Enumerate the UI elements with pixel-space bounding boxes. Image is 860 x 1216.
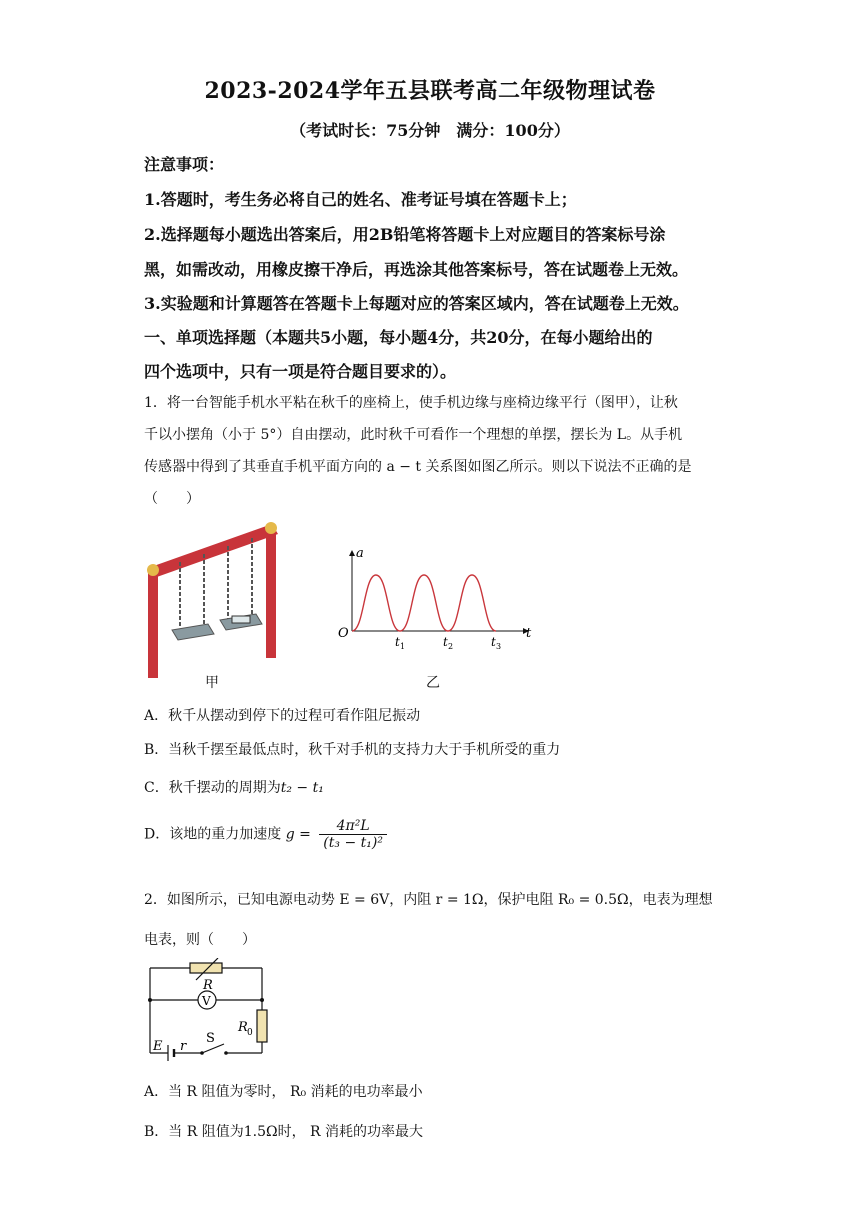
switch-label: S bbox=[206, 1031, 215, 1046]
r0-label: R bbox=[238, 1020, 248, 1035]
q1-option-c bbox=[144, 777, 724, 797]
fig-a-caption: 甲 bbox=[205, 675, 219, 691]
origin-label: O bbox=[338, 626, 349, 641]
y-axis-label: a bbox=[356, 546, 364, 561]
q1-text-1: 1．将一台智能手机水平粘在秋千的座椅上，使手机边缘与座椅边缘平行（图甲），让秋 bbox=[144, 395, 678, 411]
voltmeter-label: V bbox=[202, 994, 211, 1008]
q1-option-a: A．秋千从摆动到停下的过程可看作阻尼振动 bbox=[144, 708, 421, 724]
q2-option-a: A．当 R 阻值为零时， R₀ 消耗的电功率最小 bbox=[144, 1084, 423, 1100]
t2-label: t bbox=[443, 635, 448, 649]
page-title: 2023-2024学年五县联考高二年级物理试卷 bbox=[204, 78, 656, 104]
notice-item-2: 2.选择题每小题选出答案后，用2B铅笔将答题卡上对应题目的答案标号涂 bbox=[144, 225, 666, 244]
formula-numerator: 4π²L bbox=[319, 818, 387, 835]
notice-heading: 注意事项： bbox=[144, 155, 225, 174]
emf-label: E bbox=[153, 1039, 163, 1054]
q2-text-2: 电表，则（ ） bbox=[144, 932, 256, 948]
q1-option-d-lhs: g = bbox=[285, 826, 311, 843]
q1-text-4: （ ） bbox=[144, 491, 200, 507]
section-heading: 一、单项选择题（本题共5小题，每小题4分，共20分，在每小题给出的 bbox=[144, 328, 653, 347]
q1-option-c-label: C．秋千摆动的周期为 bbox=[144, 780, 281, 796]
q1-option-d-label: D．该地的重力加速度 bbox=[144, 826, 282, 843]
x-axis-label: t bbox=[526, 626, 532, 641]
internal-r-label: r bbox=[180, 1039, 187, 1054]
acceleration-curve bbox=[352, 575, 496, 631]
t3-label: t bbox=[491, 635, 496, 649]
fig-b-caption: 乙 bbox=[426, 675, 440, 691]
t1-label: t bbox=[395, 635, 400, 649]
gravity-formula bbox=[319, 818, 387, 851]
q1-option-b: B．当秋千摆至最低点时，秋千对手机的支持力大于手机所受的重力 bbox=[144, 742, 561, 758]
q2-option-b: B．当 R 阻值为1.5Ω时， R 消耗的功率最大 bbox=[144, 1124, 424, 1140]
notice-item-3: 3.实验题和计算题答在答题卡上每题对应的答案区域内，答在试题卷上无效。 bbox=[144, 294, 689, 313]
swing-figure bbox=[142, 520, 292, 680]
a-t-graph bbox=[330, 545, 540, 655]
t1-sub: 1 bbox=[400, 642, 406, 651]
t2-sub: 2 bbox=[448, 642, 454, 651]
notice-item-1: 1.答题时，考生务必将自己的姓名、准考证号填在答题卡上； bbox=[144, 190, 577, 209]
q2-text-1: 2．如图所示，已知电源电动势 E = 6V，内阻 r = 1Ω，保护电阻 R₀ = 0.5Ω，电表为理想 bbox=[144, 892, 713, 908]
q1-text-3: 传感器中得到了其垂直手机平面方向的 a − t 关系图如图乙所示。则以下说法不正确的是 bbox=[144, 459, 692, 475]
section-heading-cont: 四个选项中，只有一项是符合题目要求的）。 bbox=[144, 362, 457, 381]
notice-item-2-cont: 黑，如需改动，用橡皮擦干净后，再选涂其他答案标号，答在试题卷上无效。 bbox=[144, 260, 689, 279]
q1-option-d bbox=[144, 818, 724, 851]
formula-denominator: (t₃ − t₁)² bbox=[323, 835, 383, 851]
t3-sub: 3 bbox=[496, 642, 502, 651]
r0-sub: 0 bbox=[247, 1028, 253, 1038]
rheostat-label: R bbox=[203, 978, 213, 993]
circuit-diagram bbox=[140, 958, 280, 1063]
q1-text-2: 千以小摆角（小于 5°）自由摆动，此时秋千可看作一个理想的单摆，摆长为 L。从手机 bbox=[144, 427, 683, 443]
q1-option-c-math: t₂ − t₁ bbox=[280, 780, 324, 796]
exam-info: （考试时长：75分钟 满分：100分） bbox=[290, 121, 570, 140]
